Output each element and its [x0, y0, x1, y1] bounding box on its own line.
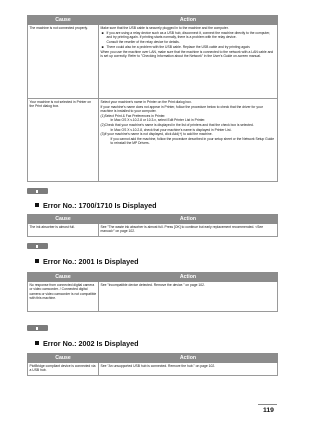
action-header: Action — [99, 215, 278, 224]
table-row — [28, 363, 278, 376]
step-text: (3)If your machine's name is not displayed, click Add(+) to add the machine. — [100, 132, 213, 137]
step-text: (2)Check that your machine's name is displayed in the list of printers and that the check box is selected. — [100, 123, 254, 128]
badge-label: Macintosh — [28, 250, 47, 254]
action-text: When you use the machine over LAN, make sure that the machine is connected to the network with a LAN cable and is set up correctly. Refer to "Checking Information about the Network" in the User's Guide on-screen manual. — [100, 49, 274, 59]
action-text: Make sure that the USB cable is securely plugged in to the machine and the computer. — [100, 26, 229, 30]
step-note: In Mac OS X v.10.2.8 or 10.3.x, select Edit Printer List in Printer. — [110, 118, 206, 123]
action-cell — [99, 25, 278, 99]
error-1700-table — [27, 214, 278, 237]
macintosh-badge — [27, 243, 48, 254]
section-title: Error No.: 2002 Is Displayed — [43, 339, 139, 348]
step-note: In Mac OS X v.10.2.8, check that your machine's name is displayed in Printer List. — [110, 127, 232, 132]
bullet-item — [101, 45, 276, 49]
cause-cell: The ink absorber is almost full. — [28, 224, 99, 237]
section-title: Error No.: 2001 Is Displayed — [43, 257, 139, 266]
action-text: Select your machine's name in Printer on the Print dialog box. — [100, 100, 192, 104]
troubleshooting-table — [27, 15, 278, 182]
macintosh-badge — [27, 188, 48, 199]
page-icon — [36, 327, 38, 330]
step-note: If you cannot add the machine, follow the procedure described in your setup sheet or the Network Setup Guide to reinstall the MP Drivers. — [110, 136, 275, 146]
action-text: There could also be a problem with the USB cable. Replace the USB cable and try printing again. — [106, 44, 251, 49]
bullet-icon: ■ — [101, 44, 104, 49]
action-cell: See "An unsupported USB hub is connected. Remove the hub." on page 102. — [99, 363, 278, 376]
action-cell: See "Incompatible device detected. Remove the device." on page 102. — [99, 282, 278, 312]
macintosh-badge — [27, 325, 48, 336]
cause-cell: Your machine is not selected in Printer on the Print dialog box. — [28, 99, 99, 182]
action-cell — [99, 99, 278, 182]
action-header: Action — [99, 16, 278, 25]
square-bullet-icon — [35, 259, 39, 263]
section-title: Error No.: 1700/1710 Is Displayed — [43, 201, 157, 210]
square-bullet-icon — [35, 341, 39, 345]
badge-label: Macintosh — [28, 195, 47, 199]
square-bullet-icon — [35, 203, 39, 207]
cause-header: Cause — [28, 215, 99, 224]
table-header-row — [28, 215, 278, 224]
cause-cell: PictBridge compliant device is connected via a USB hub. — [28, 363, 99, 376]
table-row — [28, 224, 278, 237]
page-icon — [36, 245, 38, 248]
table-row — [28, 282, 278, 312]
action-text: If your machine's name does not appear in Printer, follow the procedure below to check that the driver for your machine is installed to your computer. — [100, 104, 263, 114]
page-number-rule — [258, 404, 277, 405]
cause-header: Cause — [28, 16, 99, 25]
page-number: 119 — [263, 407, 274, 414]
bullet-item — [101, 31, 276, 40]
step-text: (1)Select Print & Fax Preferences in Printer. — [100, 114, 166, 119]
badge-label: Macintosh — [28, 332, 47, 336]
bullet-icon: ■ — [101, 30, 104, 35]
cause-cell: No response from connected digital camera or video camcorder. / Connected digital camera or video camcorder is not compatible with this machine. — [28, 282, 99, 312]
section-heading — [35, 257, 138, 266]
cause-header: Cause — [28, 273, 99, 282]
action-text: If you are using a relay device such as a USB hub, disconnect it, connect the machine directly to the computer, and try printing again. If printing starts normally, there is a problem with the relay device. — [106, 30, 271, 40]
cause-header: Cause — [28, 354, 99, 363]
table-header-row — [28, 16, 278, 25]
action-header: Action — [99, 273, 278, 282]
error-2002-table — [27, 353, 278, 376]
action-cell: See "The waste ink absorber is almost full. Press [OK] to continue but early replacement recommended. <See manual>" on page 102. — [99, 224, 278, 237]
action-header: Action — [99, 354, 278, 363]
table-header-row — [28, 273, 278, 282]
table-row — [28, 25, 278, 99]
section-heading — [35, 339, 138, 348]
section-heading — [35, 201, 156, 210]
table-row — [28, 99, 278, 182]
page-icon — [36, 190, 38, 193]
error-2001-table — [27, 272, 278, 312]
cause-cell: The machine is not connected properly. — [28, 25, 99, 99]
action-text: Consult the reseller of the relay device for details. — [106, 40, 180, 45]
table-header-row — [28, 354, 278, 363]
